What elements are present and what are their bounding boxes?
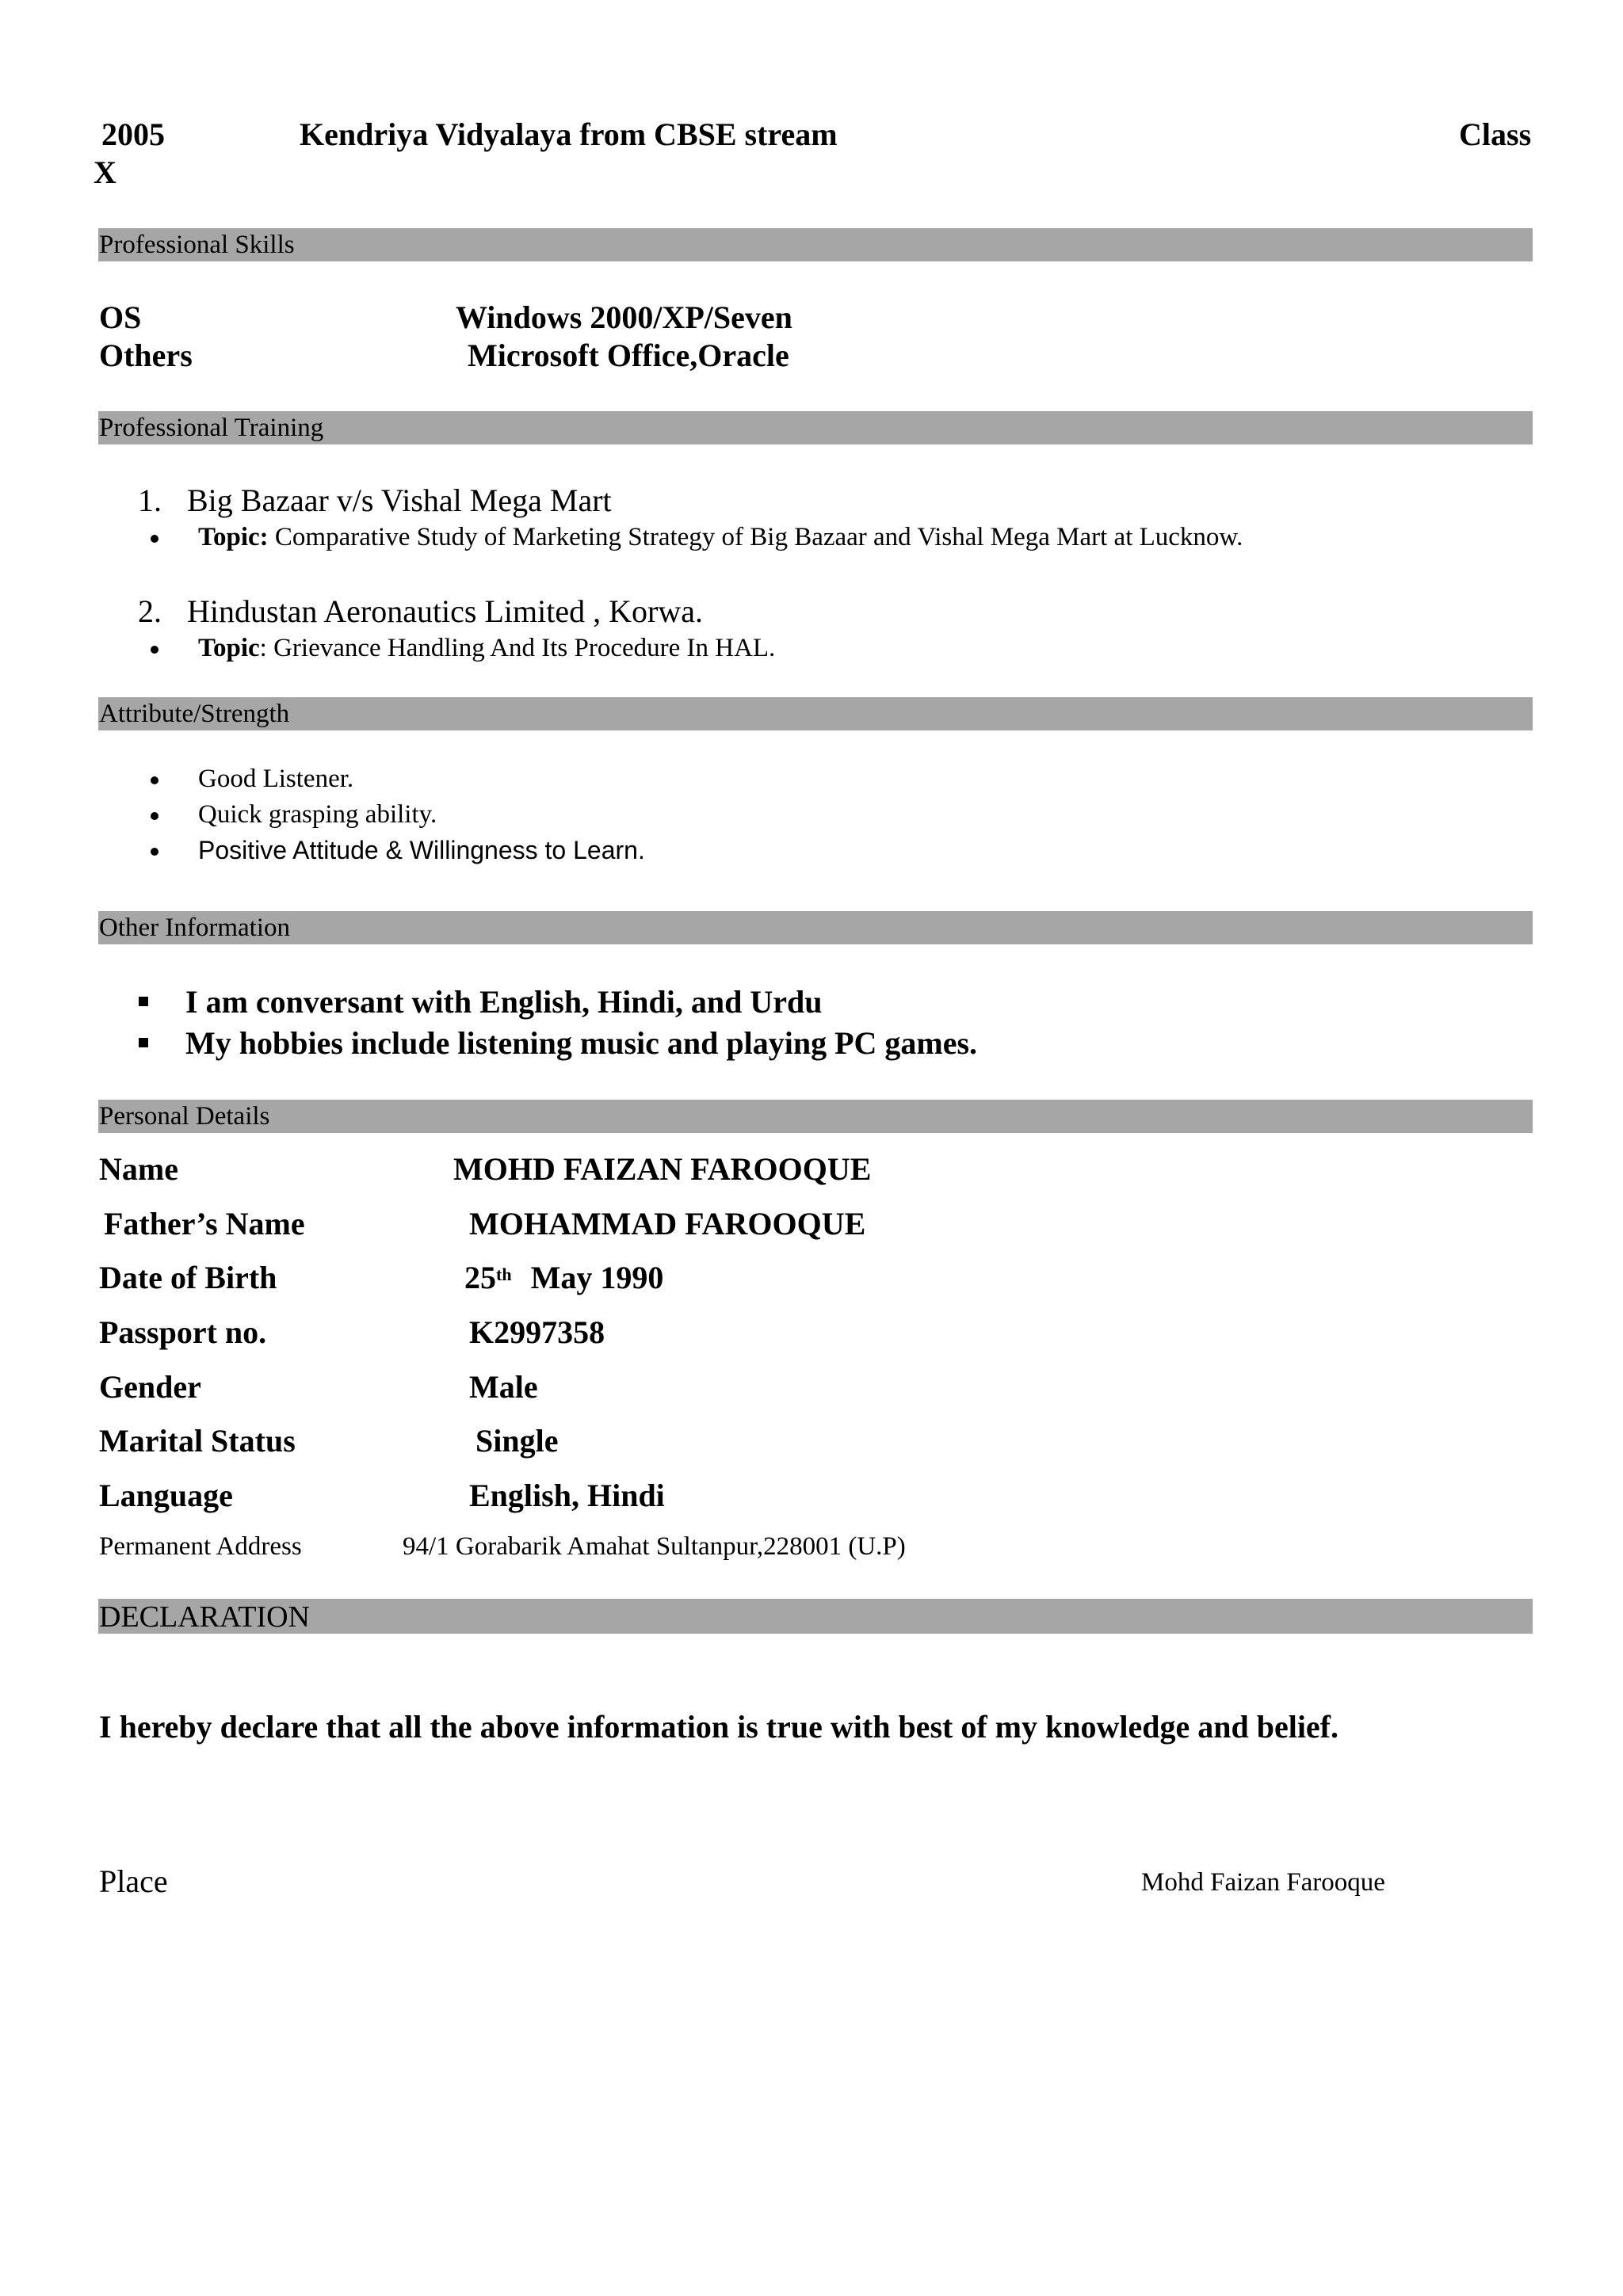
attribute-item: Good Listener. [198,765,354,793]
education-year: 2005 [101,116,165,152]
training-topic [198,521,1243,553]
skill-value-others: Microsoft Office,Oracle [468,338,789,373]
attribute-item: Positive Attitude & Willingness to Learn. [198,836,645,864]
training-number: 1. [138,482,162,518]
personal-dob-label: Date of Birth [99,1260,277,1295]
personal-father-value: MOHAMMAD FAROOQUE [469,1206,866,1241]
section-title: Personal Details [99,1102,270,1131]
personal-gender-value: Male [469,1369,538,1405]
section-title: DECLARATION [99,1600,310,1634]
personal-language-value: English, Hindi [469,1478,665,1513]
dob-suffix: th [496,1264,512,1284]
personal-address-value: 94/1 Gorabarik Amahat Sultanpur,228001 (U.P) [403,1532,906,1561]
personal-language-label: Language [99,1478,233,1513]
section-header-personal [98,1100,1533,1133]
bullet-icon [151,646,158,654]
topic-label: Topic: [198,523,269,551]
section-title: Attribute/Strength [99,700,290,728]
attribute-item: Quick grasping ability. [198,800,437,829]
personal-name-value: MOHD FAIZAN FAROOQUE [453,1151,872,1187]
personal-marital-value: Single [475,1423,559,1459]
section-header-skills [98,228,1533,261]
square-bullet-icon [139,997,148,1006]
dob-month-year: May 1990 [530,1260,664,1295]
topic-text: Comparative Study of Marketing Strategy of Big Bazaar and Vishal Mega Mart at Lucknow. [268,523,1243,551]
training-number: 2. [138,593,162,629]
topic-text: : Grievance Handling And Its Procedure In HAL. [259,634,776,662]
section-title: Professional Skills [99,231,295,259]
section-title: Other Information [99,913,291,942]
skill-label-os: OS [99,299,142,335]
bullet-icon [151,848,158,856]
bullet-icon [151,535,158,543]
bullet-icon [151,776,158,784]
topic-label: Topic [198,634,260,662]
bullet-icon [151,812,158,820]
other-info-item: My hobbies include listening music and playing PC games. [185,1025,978,1061]
skill-value-os: Windows 2000/XP/Seven [456,299,792,335]
skill-label-others: Others [99,338,193,373]
personal-dob-value [464,1259,663,1297]
section-header-training [98,411,1533,444]
section-header-attributes [98,697,1533,730]
personal-gender-label: Gender [99,1369,201,1405]
personal-name-label: Name [99,1151,178,1187]
section-header-other [98,911,1533,944]
training-title: Hindustan Aeronautics Limited , Korwa. [187,593,703,629]
square-bullet-icon [139,1038,148,1047]
place-label: Place [99,1863,168,1899]
section-title: Professional Training [99,414,324,442]
education-class-label: Class [1459,116,1532,152]
section-header-declaration [98,1599,1533,1634]
training-title: Big Bazaar v/s Vishal Mega Mart [187,482,612,518]
personal-passport-value: K2997358 [469,1314,605,1350]
personal-address-label: Permanent Address [99,1532,302,1561]
declaration-text: I hereby declare that all the above information is true with best of my knowledge and belief. [99,1709,1339,1745]
education-class-value: X [94,154,116,190]
training-topic [198,632,775,664]
education-school: Kendriya Vidyalaya from CBSE stream [300,116,838,152]
personal-marital-label: Marital Status [99,1423,296,1459]
personal-passport-label: Passport no. [99,1314,267,1350]
other-info-item: I am conversant with English, Hindi, and Urdu [185,984,823,1020]
signature-name: Mohd Faizan Farooque [1141,1868,1385,1897]
personal-father-label: Father’s Name [104,1206,305,1241]
dob-day: 25 [464,1260,496,1295]
